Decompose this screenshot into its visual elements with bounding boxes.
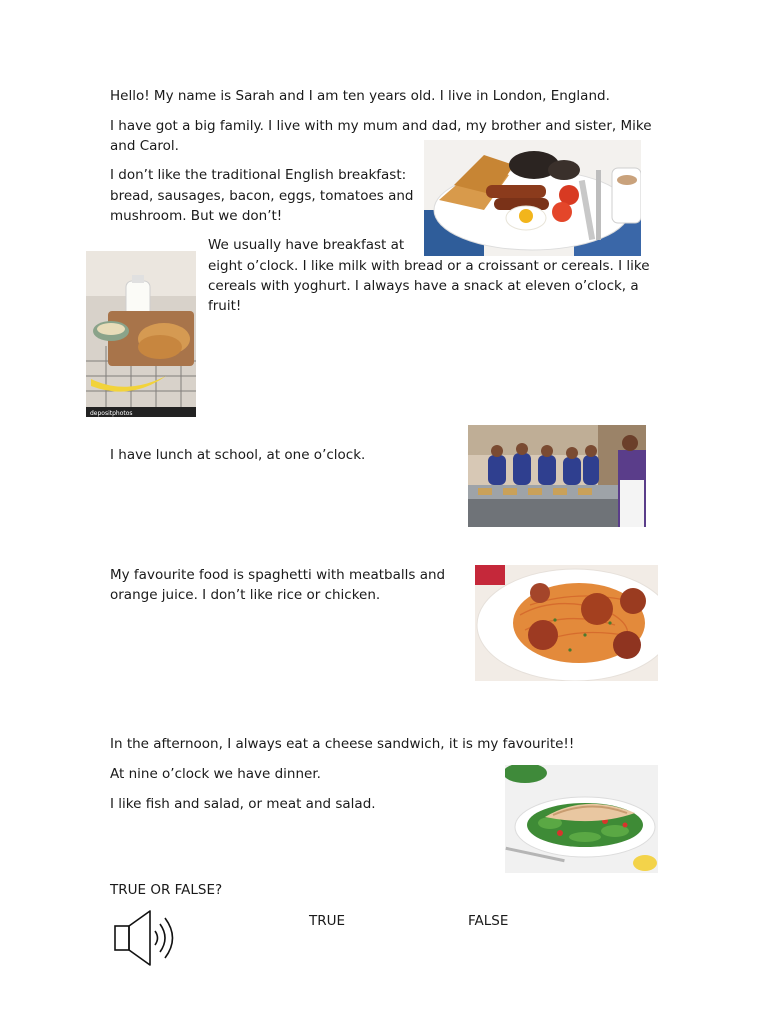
favourite-text-line2: orange juice. I don’t like rice or chicken.: [110, 587, 381, 603]
breakfast-text-line3: mushroom. But we don’t!: [110, 208, 283, 224]
salad-text: I like fish and salad, or meat and salad.: [110, 796, 376, 812]
fish-salad-image: [505, 765, 658, 873]
english-breakfast-image: [424, 140, 641, 256]
intro-text: Hello! My name is Sarah and I am ten years old. I live in London, England.: [110, 88, 610, 104]
favourite-text-line1: My favourite food is spaghetti with meatballs and: [110, 567, 446, 583]
breakfast-text-line1: I don’t like the traditional English breakfast:: [110, 167, 407, 183]
usual-breakfast-line1: We usually have breakfast at: [208, 237, 405, 253]
spaghetti-meatballs-image: [475, 565, 658, 681]
usual-breakfast-line2: eight o’clock. I like milk with bread or a croissant or cereals. I like: [208, 258, 650, 274]
usual-breakfast-line3: cereals with yoghurt. I always have a snack at eleven o’clock, a: [208, 278, 639, 294]
true-option[interactable]: TRUE: [309, 913, 346, 929]
dinner-text: At nine o’clock we have dinner.: [110, 766, 321, 782]
speaker-icon[interactable]: [110, 906, 180, 970]
school-lunch-image: [468, 425, 646, 527]
breakfast-text-line2: bread, sausages, bacon, eggs, tomatoes and: [110, 188, 414, 204]
watermark-text: depositphotos: [90, 410, 133, 417]
family-text-line1: I have got a big family. I live with my mum and dad, my brother and sister, Mike: [110, 118, 652, 134]
milk-croissant-image: [86, 251, 196, 417]
afternoon-text: In the afternoon, I always eat a cheese sandwich, it is my favourite!!: [110, 736, 575, 752]
lunch-text: I have lunch at school, at one o’clock.: [110, 447, 366, 463]
family-text-line2: and Carol.: [110, 138, 179, 154]
quiz-heading: TRUE OR FALSE?: [110, 882, 223, 898]
usual-breakfast-line4: fruit!: [208, 298, 242, 314]
false-option[interactable]: FALSE: [468, 913, 509, 929]
